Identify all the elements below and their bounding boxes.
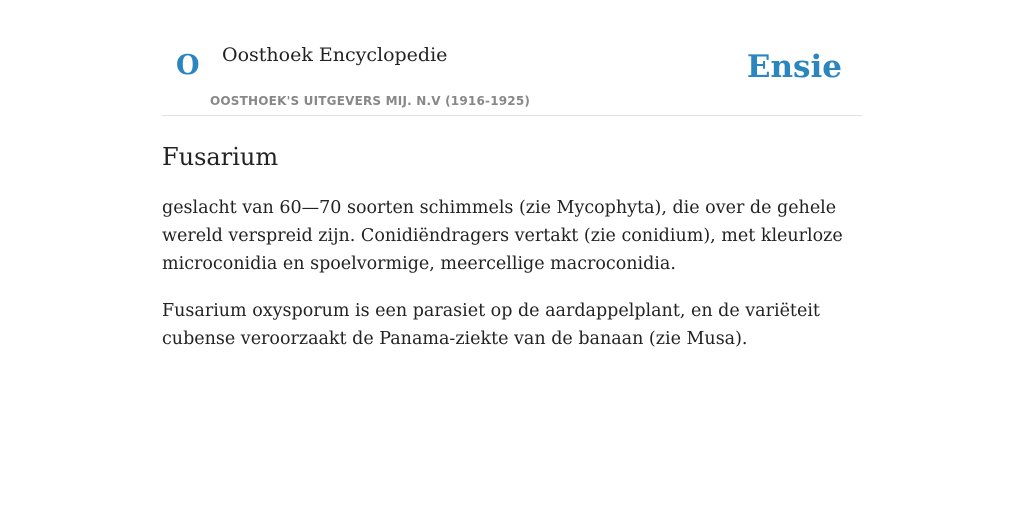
site-header (162, 0, 862, 116)
article-title: Fusarium (162, 143, 279, 171)
page (162, 0, 862, 353)
article-paragraph-2 (162, 297, 862, 353)
publisher-subtitle: OOSTHOEK'S UITGEVERS MIJ. N.V (1916-1925) (210, 94, 531, 108)
paragraph-text: ), met kleurloze microconidia en spoelvormige, meercellige macroconidia. (162, 225, 843, 274)
ensie-logo[interactable]: Ensie (746, 49, 842, 85)
cross-reference-link-mycophyta[interactable]: Mycophyta (556, 197, 655, 218)
paragraph-text: ). (735, 328, 748, 349)
paragraph-text: ), die over de gehele wereld verspreid zijn. Conidiëndragers vertakt (zie (162, 197, 837, 246)
cross-reference-link-musa[interactable]: Musa (686, 328, 736, 349)
paragraph-text: geslacht van 60—70 soorten schimmels (zie (162, 197, 557, 218)
encyclopedia-logo[interactable]: O (176, 50, 200, 81)
encyclopedia-title[interactable]: Oosthoek Encyclopedie (222, 44, 448, 66)
article-paragraph-1 (162, 194, 862, 278)
cross-reference-link-conidium[interactable]: conidium (621, 225, 704, 246)
paragraph-text: Fusarium oxysporum is een parasiet op de aardappelplant, en de variëteit cubense veroorzaakt de Panama-ziekte van de banaan (zie (162, 300, 820, 349)
